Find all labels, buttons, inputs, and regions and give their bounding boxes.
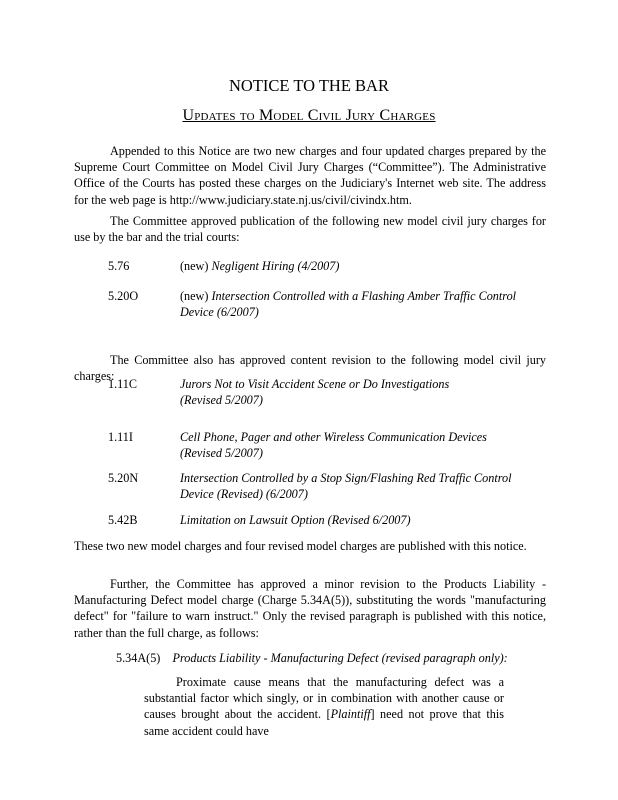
charge-title: (new) Negligent Hiring (4/2007) [180,259,340,273]
page-subtitle: Updates to Model Civil Jury Charges [182,107,436,124]
charge-title: Limitation on Lawsuit Option (Revised 6/2007) [180,513,411,527]
new-charges-intro [74,213,546,245]
new-charges-intro-text: The Committee approved publication of the following new model civil jury charges for use by the bar and the trial courts: [74,214,546,245]
charge-number: 5.34A(5) [116,651,161,665]
page-title: NOTICE TO THE BAR [229,76,389,95]
products-liability-text: Further, the Committee has approved a minor revision to the Products Liability - Manufacturing Defect model charge (Charge 5.34A(5)), substituting the words "manufacturing defect" for "failure to warn instruct." Only the revised paragraph is published with this notice, rather than the full charge, as follows: [74,577,546,640]
plaintiff-term: Plaintiff [330,707,371,722]
charge-title: Jurors Not to Visit Accident Scene or Do Investigations (Revised 5/2007) [180,377,450,408]
charge-number: 5.20O [108,289,139,303]
intro-text: Appended to this Notice are two new charges and four updated charges prepared by the Supreme Court Committee on Model Civil Jury Charges (“Committee”). The Administrative Office of the Courts has posted these charges on the Judiciary's Internet web site. The address for the web page is http://www.judiciary.state.nj.us/civil/civindx.htm. [74,144,546,207]
charge-title: Cell Phone, Pager and other Wireless Communication Devices (Revised 5/2007) [180,430,487,461]
intro-paragraph [74,143,546,208]
charge-title: (new) Intersection Controlled with a Flashing Amber Traffic Control Device (6/2007) [180,289,517,320]
charge-number: 5.20N [108,471,139,485]
charge-number: 1.11I [108,430,133,444]
revised-charges-intro-text: The Committee also has approved content revision to the following model civil jury charges: [74,353,546,384]
charge-number: 1.11C [108,377,138,391]
summary-paragraph: These two new model charges and four revised model charges are published with this notice. [74,539,527,553]
products-liability-paragraph [74,576,546,641]
charge-title: Products Liability - Manufacturing Defect (revised paragraph only): [172,651,508,665]
charge-number: 5.42B [108,513,138,527]
charge-title: Intersection Controlled by a Stop Sign/Flashing Red Traffic Control Device (Revised) (6/2007) [180,471,512,502]
products-charge-heading [116,650,546,666]
revised-paragraph-quote: Proximate cause means that the manufacturing defect was a substantial factor which singly, or in combination with another cause or causes brought about the accident. [Plaintiff] need not prove that this same accident could have [144,675,504,738]
charge-number: 5.76 [108,259,130,273]
